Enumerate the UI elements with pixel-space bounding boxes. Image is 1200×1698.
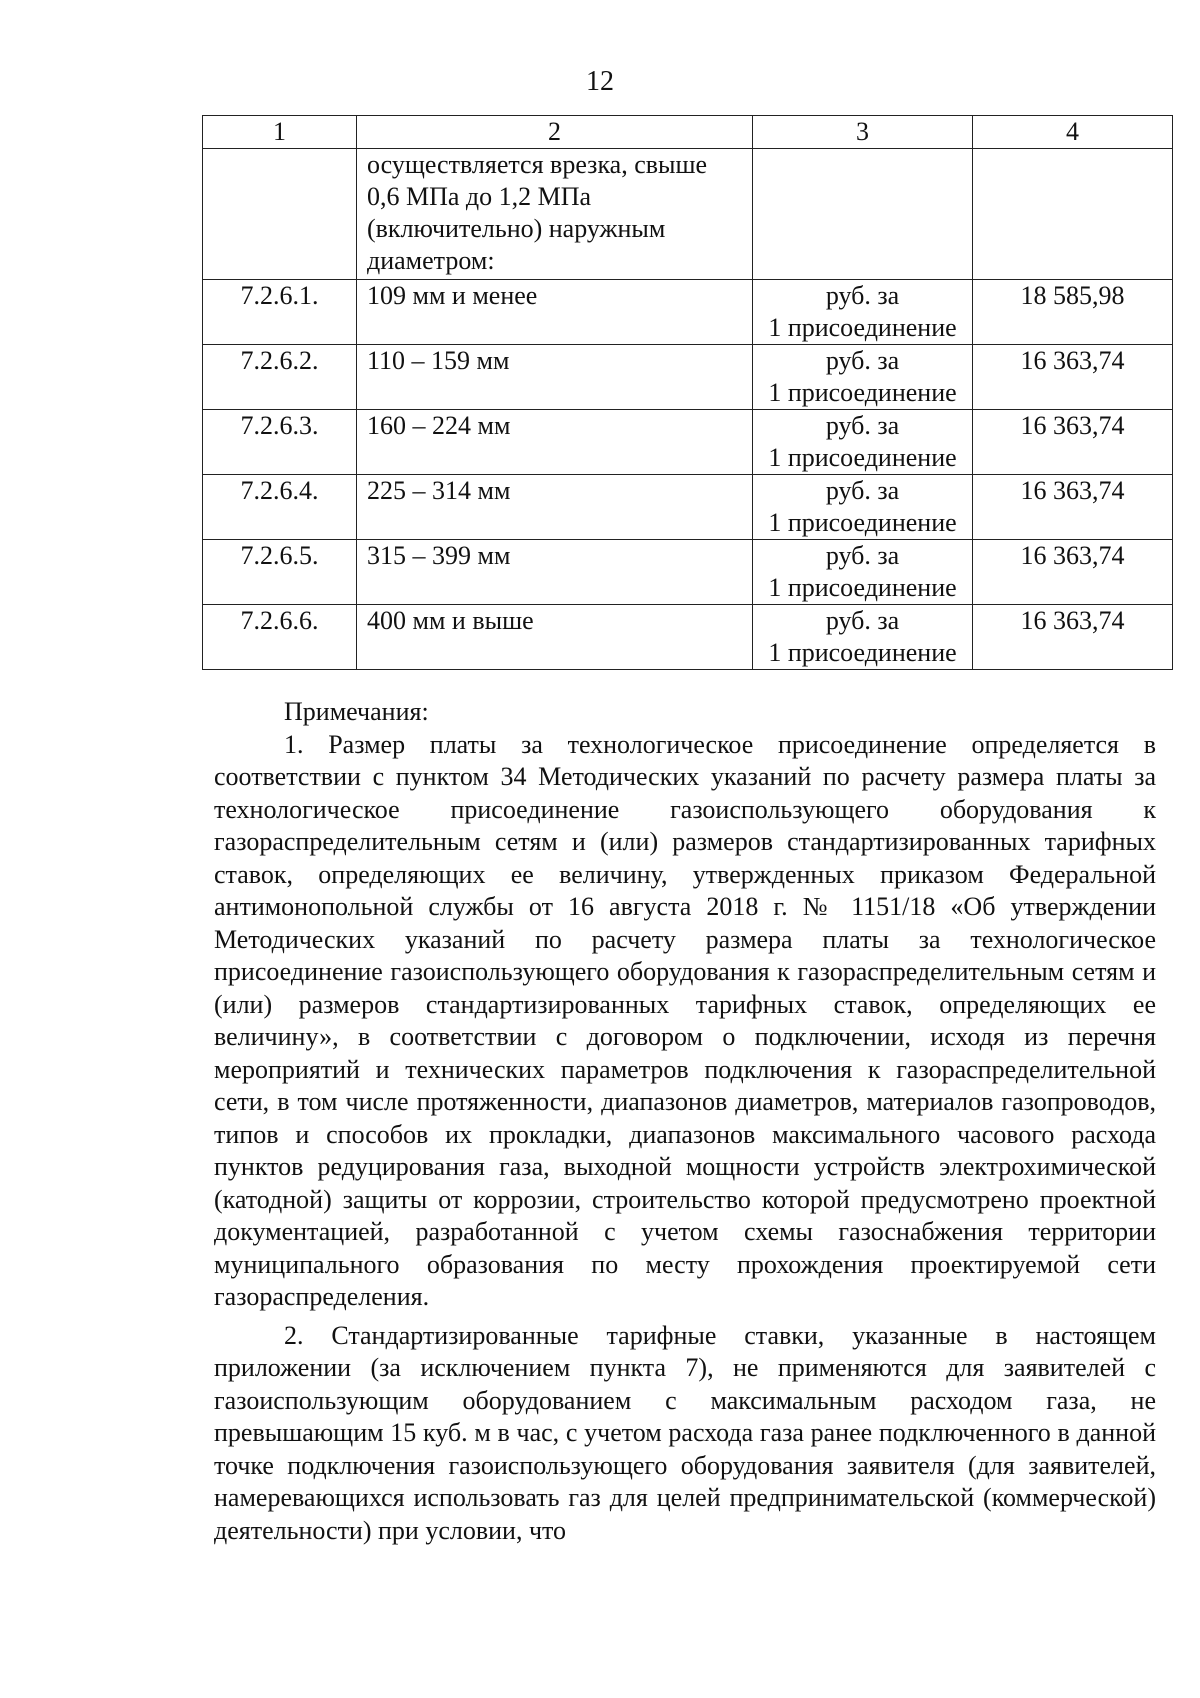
continuation-unit bbox=[753, 149, 973, 280]
row-code: 7.2.6.1. bbox=[203, 280, 357, 345]
row-value: 16 363,74 bbox=[973, 345, 1173, 410]
continuation-value bbox=[973, 149, 1173, 280]
row-diameter: 225 – 314 мм bbox=[357, 475, 753, 540]
table-row bbox=[203, 280, 1173, 345]
notes-section bbox=[214, 696, 1156, 1547]
row-diameter: 109 мм и менее bbox=[357, 280, 753, 345]
note-paragraph-1: 1. Размер платы за технологическое присоединение определяется в соответствии с пунктом 34 Методических указаний по расчету размера платы за технологическое присоединение газоиспользующего оборудования к газораспределительным сетям и (или) размеров стандартизированных тарифных ставок, определяющих ее величину, утвержденных приказом Федеральной антимонопольной службы от 16 августа 2018 г. № 1151/18 «Об утверждении Методических указаний по расчету размера платы за технологическое присоединение газоиспользующего оборудования к газораспределительным сетям и (или) размеров стандартизированных тарифных ставок, определяющих ее величину», в соответствии с договором о подключении, исходя из перечня мероприятий и технических параметров подключения к газораспределительной сети, в том числе протяженности, диапазонов диаметров, материалов газопроводов, типов и способов их прокладки, диапазонов максимального часового расхода пунктов редуцирования газа, выходной мощности устройств электрохимической (катодной) защиты от коррозии, строительство которой предусмотрено проектной документацией, разработанной с учетом схемы газоснабжения территории муниципального образования по месту прохождения проектируемой сети газораспределения. bbox=[214, 729, 1156, 1311]
row-unit-line2: 1 присоединение bbox=[768, 508, 957, 537]
row-unit-line2: 1 присоединение bbox=[768, 443, 957, 472]
row-unit bbox=[753, 410, 973, 475]
row-unit-line1: руб. за bbox=[825, 281, 900, 310]
row-unit-line1: руб. за bbox=[825, 411, 900, 440]
table-row bbox=[203, 410, 1173, 475]
row-diameter: 110 – 159 мм bbox=[357, 345, 753, 410]
page-number: 12 bbox=[586, 66, 614, 97]
header-cell-3: 3 bbox=[753, 116, 973, 149]
continuation-code bbox=[203, 149, 357, 280]
row-unit bbox=[753, 475, 973, 540]
row-unit-line1: руб. за bbox=[825, 476, 900, 505]
row-value: 16 363,74 bbox=[973, 410, 1173, 475]
note-paragraph-2: 2. Стандартизированные тарифные ставки, указанные в настоящем приложении (за исключением пункта 7), не применяются для заявителей с газоиспользующим оборудованием с максимальным расходом газа, не превышающим 15 куб. м в час, с учетом расхода газа ранее подключенного в данной точке подключения газоиспользующего оборудования заявителя (для заявителей, намеревающихся использовать газ для целей предпринимательской (коммерческой) деятельности) при условии, что bbox=[214, 1320, 1156, 1545]
row-code: 7.2.6.5. bbox=[203, 540, 357, 605]
row-unit-line2: 1 присоединение bbox=[768, 378, 957, 407]
row-code: 7.2.6.2. bbox=[203, 345, 357, 410]
row-unit bbox=[753, 345, 973, 410]
row-code: 7.2.6.3. bbox=[203, 410, 357, 475]
header-cell-2: 2 bbox=[357, 116, 753, 149]
header-cell-1: 1 bbox=[203, 116, 357, 149]
row-value: 16 363,74 bbox=[973, 605, 1173, 670]
row-diameter: 400 мм и выше bbox=[357, 605, 753, 670]
row-value: 18 585,98 bbox=[973, 280, 1173, 345]
notes-title: Примечания: bbox=[284, 697, 429, 726]
tariff-table bbox=[202, 115, 1173, 670]
continuation-text: осуществляется врезка, свыше 0,6 МПа до 1,2 МПа (включительно) наружным диаметром: bbox=[357, 149, 753, 280]
row-unit bbox=[753, 280, 973, 345]
row-unit bbox=[753, 605, 973, 670]
table-continuation-row bbox=[203, 149, 1173, 280]
table-row bbox=[203, 605, 1173, 670]
table-row bbox=[203, 475, 1173, 540]
row-unit-line1: руб. за bbox=[825, 346, 900, 375]
row-unit bbox=[753, 540, 973, 605]
row-unit-line1: руб. за bbox=[825, 541, 900, 570]
row-unit-line2: 1 присоединение bbox=[768, 573, 957, 602]
row-value: 16 363,74 bbox=[973, 540, 1173, 605]
table-row bbox=[203, 540, 1173, 605]
row-unit-line1: руб. за bbox=[825, 606, 900, 635]
row-diameter: 315 – 399 мм bbox=[357, 540, 753, 605]
row-unit-line2: 1 присоединение bbox=[768, 313, 957, 342]
row-code: 7.2.6.4. bbox=[203, 475, 357, 540]
table-row bbox=[203, 345, 1173, 410]
table-header-row bbox=[203, 116, 1173, 149]
row-unit-line2: 1 присоединение bbox=[768, 638, 957, 667]
row-code: 7.2.6.6. bbox=[203, 605, 357, 670]
row-value: 16 363,74 bbox=[973, 475, 1173, 540]
header-cell-4: 4 bbox=[973, 116, 1173, 149]
row-diameter: 160 – 224 мм bbox=[357, 410, 753, 475]
